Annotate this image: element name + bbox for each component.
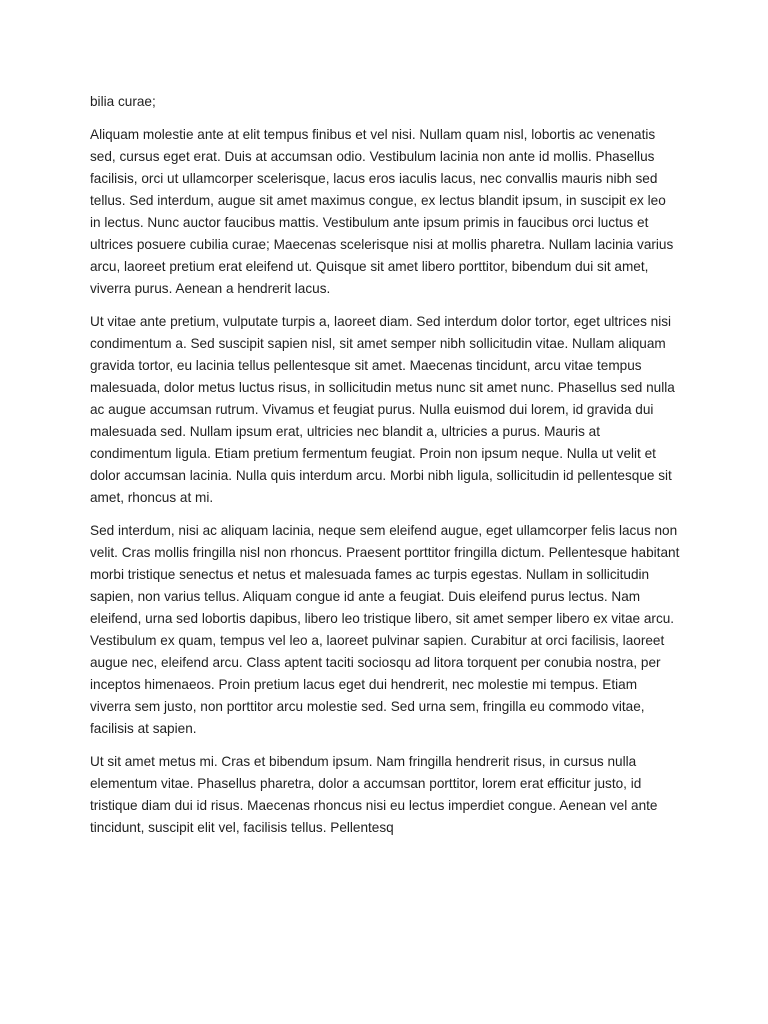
document-body [90, 91, 680, 850]
paragraph: Aliquam molestie ante at elit tempus finibus et vel nisi. Nullam quam nisl, lobortis ac venenatis sed, cursus eget erat. Duis at accumsan odio. Vestibulum lacinia non ante id mollis. Phasellus facilisis, orci ut ullamcorper scelerisque, lacus eros iaculis lacus, nec convallis mauris nibh sed tellus. Sed interdum, augue sit amet maximus congue, ex lectus blandit ipsum, in suscipit ex leo in lectus. Nunc auctor faucibus mattis. Vestibulum ante ipsum primis in faucibus orci luctus et ultrices posuere cubilia curae; Maecenas scelerisque nisi at mollis pharetra. Nullam lacinia varius arcu, laoreet pretium erat eleifend ut. Quisque sit amet libero porttitor, bibendum dui sit amet, viverra purus. Aenean a hendrerit lacus. [90, 127, 674, 296]
paragraph: Sed interdum, nisi ac aliquam lacinia, neque sem eleifend augue, eget ullamcorper felis lacus non velit. Cras mollis fringilla nisl non rhoncus. Praesent porttitor fringilla dictum. Pellentesque habitant morbi tristique senectus et netus et malesuada fames ac turpis egestas. Nullam in sollicitudin sapien, non varius tellus. Aliquam congue id ante a feugiat. Duis eleifend purus lectus. Nam eleifend, urna sed lobortis dapibus, libero leo tristique libero, sit amet semper libero ex vitae arcu. Vestibulum ex quam, tempus vel leo a, laoreet pulvinar sapien. Curabitur at orci facilisis, laoreet augue nec, eleifend arcu. Class aptent taciti sociosqu ad litora torquent per conubia nostra, per inceptos himenaeos. Proin pretium lacus eget dui hendrerit, nec molestie mi tempus. Etiam viverra sem justo, non porttitor arcu molestie sed. Sed urna sem, fringilla eu commodo vitae, facilisis at sapien. [90, 523, 680, 736]
paragraph: Ut vitae ante pretium, vulputate turpis a, laoreet diam. Sed interdum dolor tortor, eget ultrices nisi condimentum a. Sed suscipit sapien nisl, sit amet semper nibh sollicitudin vitae. Nullam aliquam gravida tortor, eu lacinia tellus pellentesque sit amet. Maecenas tincidunt, arcu vitae tempus malesuada, dolor metus luctus risus, in sollicitudin metus nunc sit amet nunc. Phasellus sed nulla ac augue accumsan rutrum. Vivamus et feugiat purus. Nulla euismod dui lorem, id gravida dui malesuada sed. Nullam ipsum erat, ultricies nec blandit a, ultricies a purus. Mauris at condimentum ligula. Etiam pretium fermentum feugiat. Proin non ipsum neque. Nulla ut velit et dolor accumsan lacinia. Nulla quis interdum arcu. Morbi nibh ligula, sollicitudin id pellentesque sit amet, rhoncus at mi. [90, 314, 675, 505]
paragraph: Ut sit amet metus mi. Cras et bibendum ipsum. Nam fringilla hendrerit risus, in cursus nulla elementum vitae. Phasellus pharetra, dolor a accumsan porttitor, lorem erat efficitur justo, id tristique diam dui id risus. Maecenas rhoncus nisi eu lectus imperdiet congue. Aenean vel ante tincidunt, suscipit elit vel, facilisis tellus. Pellentesq [90, 754, 658, 835]
paragraph-continued: bilia curae; [90, 94, 156, 109]
